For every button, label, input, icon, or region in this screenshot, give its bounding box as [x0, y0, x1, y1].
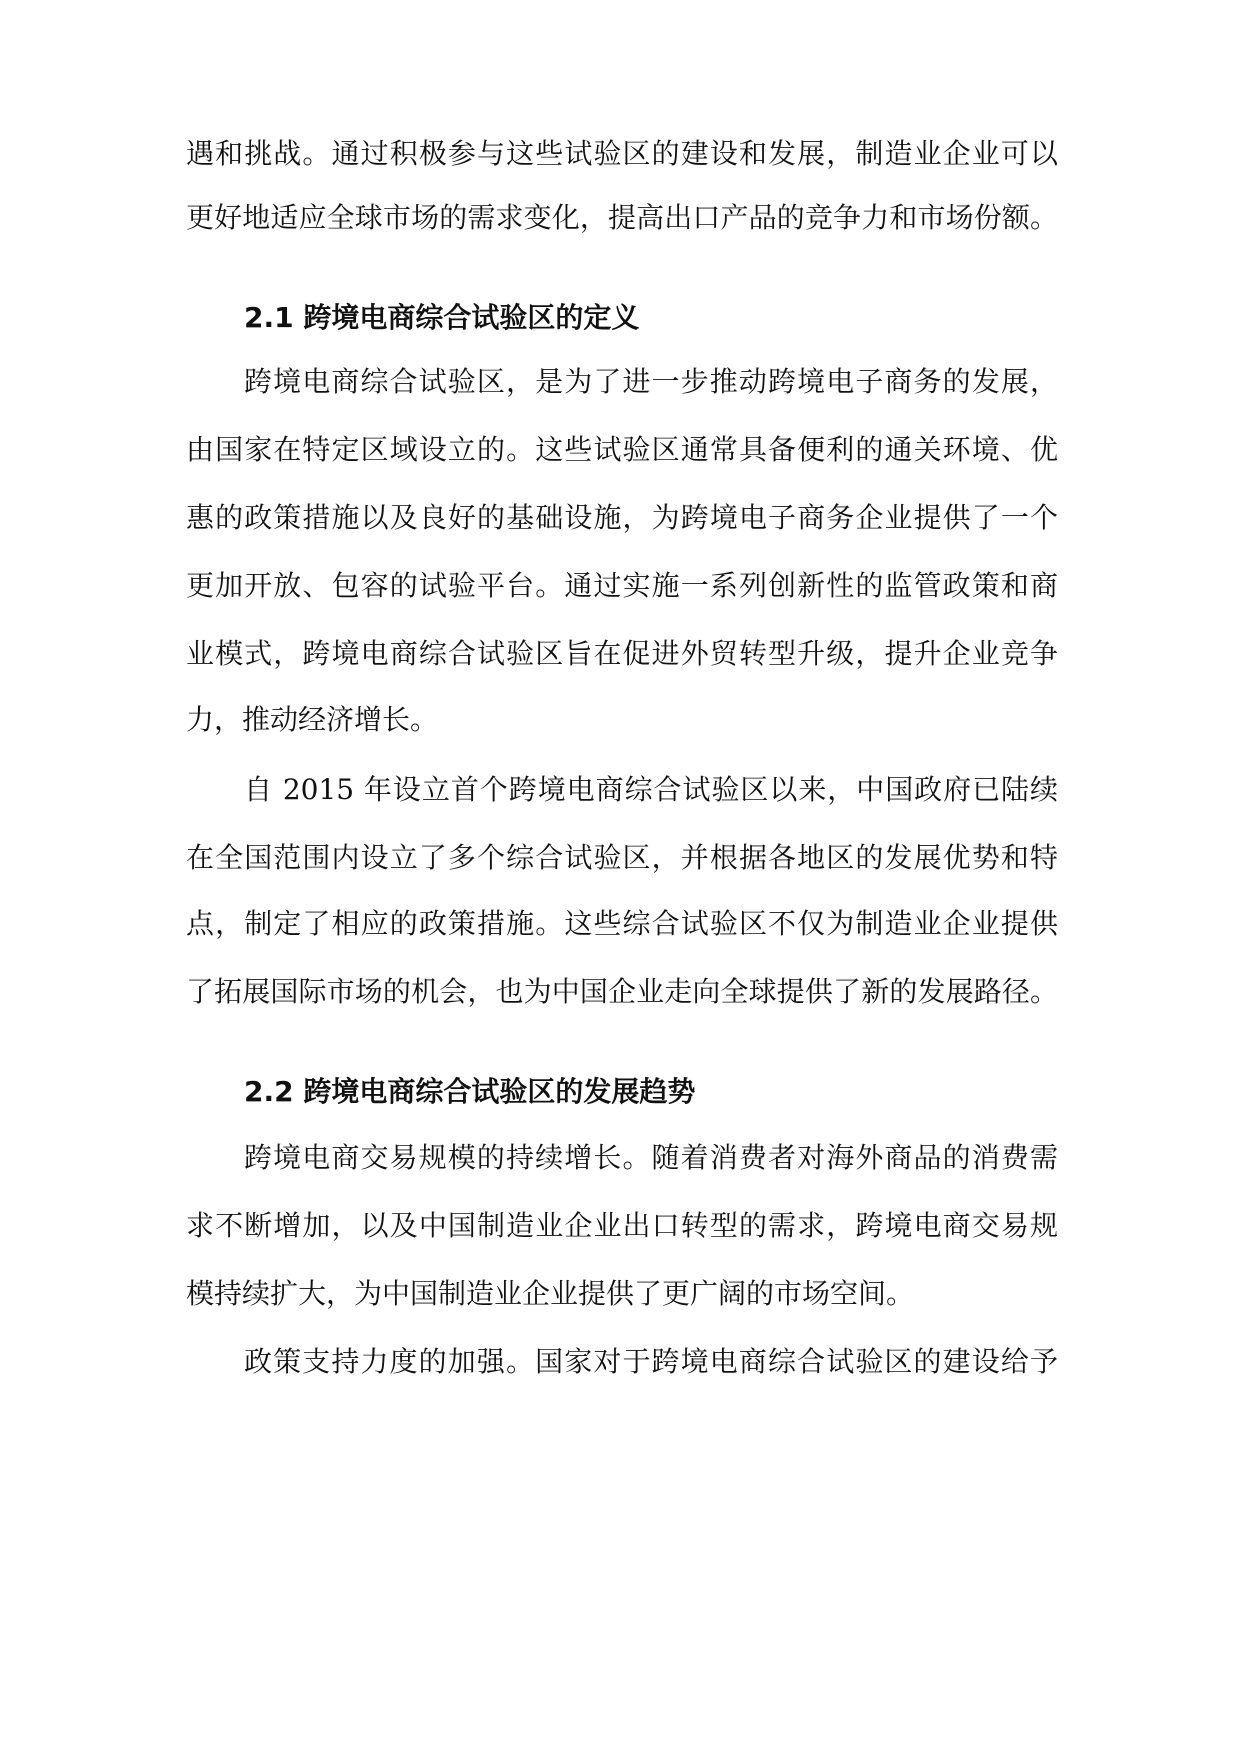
- section-2-1-heading: 2.1 跨境电商综合试验区的定义: [244, 301, 640, 334]
- s21-p1-line-1: 跨境电商综合试验区，是为了进一步推动跨境电子商务的发展，: [244, 365, 1058, 398]
- s21-p1-line-3: 惠的政策措施以及良好的基础设施，为跨境电子商务企业提供了一个: [186, 501, 1058, 534]
- s22-p1-line-1: 跨境电商交易规模的持续增长。随着消费者对海外商品的消费需: [244, 1141, 1058, 1174]
- intro-line-2: 更好地适应全球市场的需求变化，提高出口产品的竞争力和市场份额。: [186, 201, 1058, 234]
- s22-p2-line-1: 政策支持力度的加强。国家对于跨境电商综合试验区的建设给予: [244, 1345, 1058, 1378]
- s22-p1-line-2: 求不断增加，以及中国制造业企业出口转型的需求，跨境电商交易规: [186, 1209, 1058, 1242]
- intro-line-1: 遇和挑战。通过积极参与这些试验区的建设和发展，制造业企业可以: [186, 137, 1058, 170]
- s21-p1-line-5: 业模式，跨境电商综合试验区旨在促进外贸转型升级，提升企业竞争: [186, 637, 1058, 670]
- s21-p2-line-3: 点，制定了相应的政策措施。这些综合试验区不仅为制造业企业提供: [186, 907, 1058, 940]
- s22-p1-line-3: 模持续扩大，为中国制造业企业提供了更广阔的市场空间。: [186, 1277, 915, 1310]
- s21-p2-line-1: 自 2015 年设立首个跨境电商综合试验区以来，中国政府已陆续: [244, 773, 1058, 806]
- s21-p1-line-4: 更加开放、包容的试验平台。通过实施一系列创新性的监管政策和商: [186, 569, 1058, 602]
- s21-p2-line-2: 在全国范围内设立了多个综合试验区，并根据各地区的发展优势和特: [186, 841, 1058, 874]
- s21-p1-line-2: 由国家在特定区域设立的。这些试验区通常具备便利的通关环境、优: [186, 433, 1058, 466]
- s21-p1-line-6: 力，推动经济增长。: [186, 703, 439, 736]
- section-2-2-heading: 2.2 跨境电商综合试验区的发展趋势: [244, 1075, 696, 1108]
- s21-p2-line-4: 了拓展国际市场的机会，也为中国企业走向全球提供了新的发展路径。: [186, 975, 1058, 1008]
